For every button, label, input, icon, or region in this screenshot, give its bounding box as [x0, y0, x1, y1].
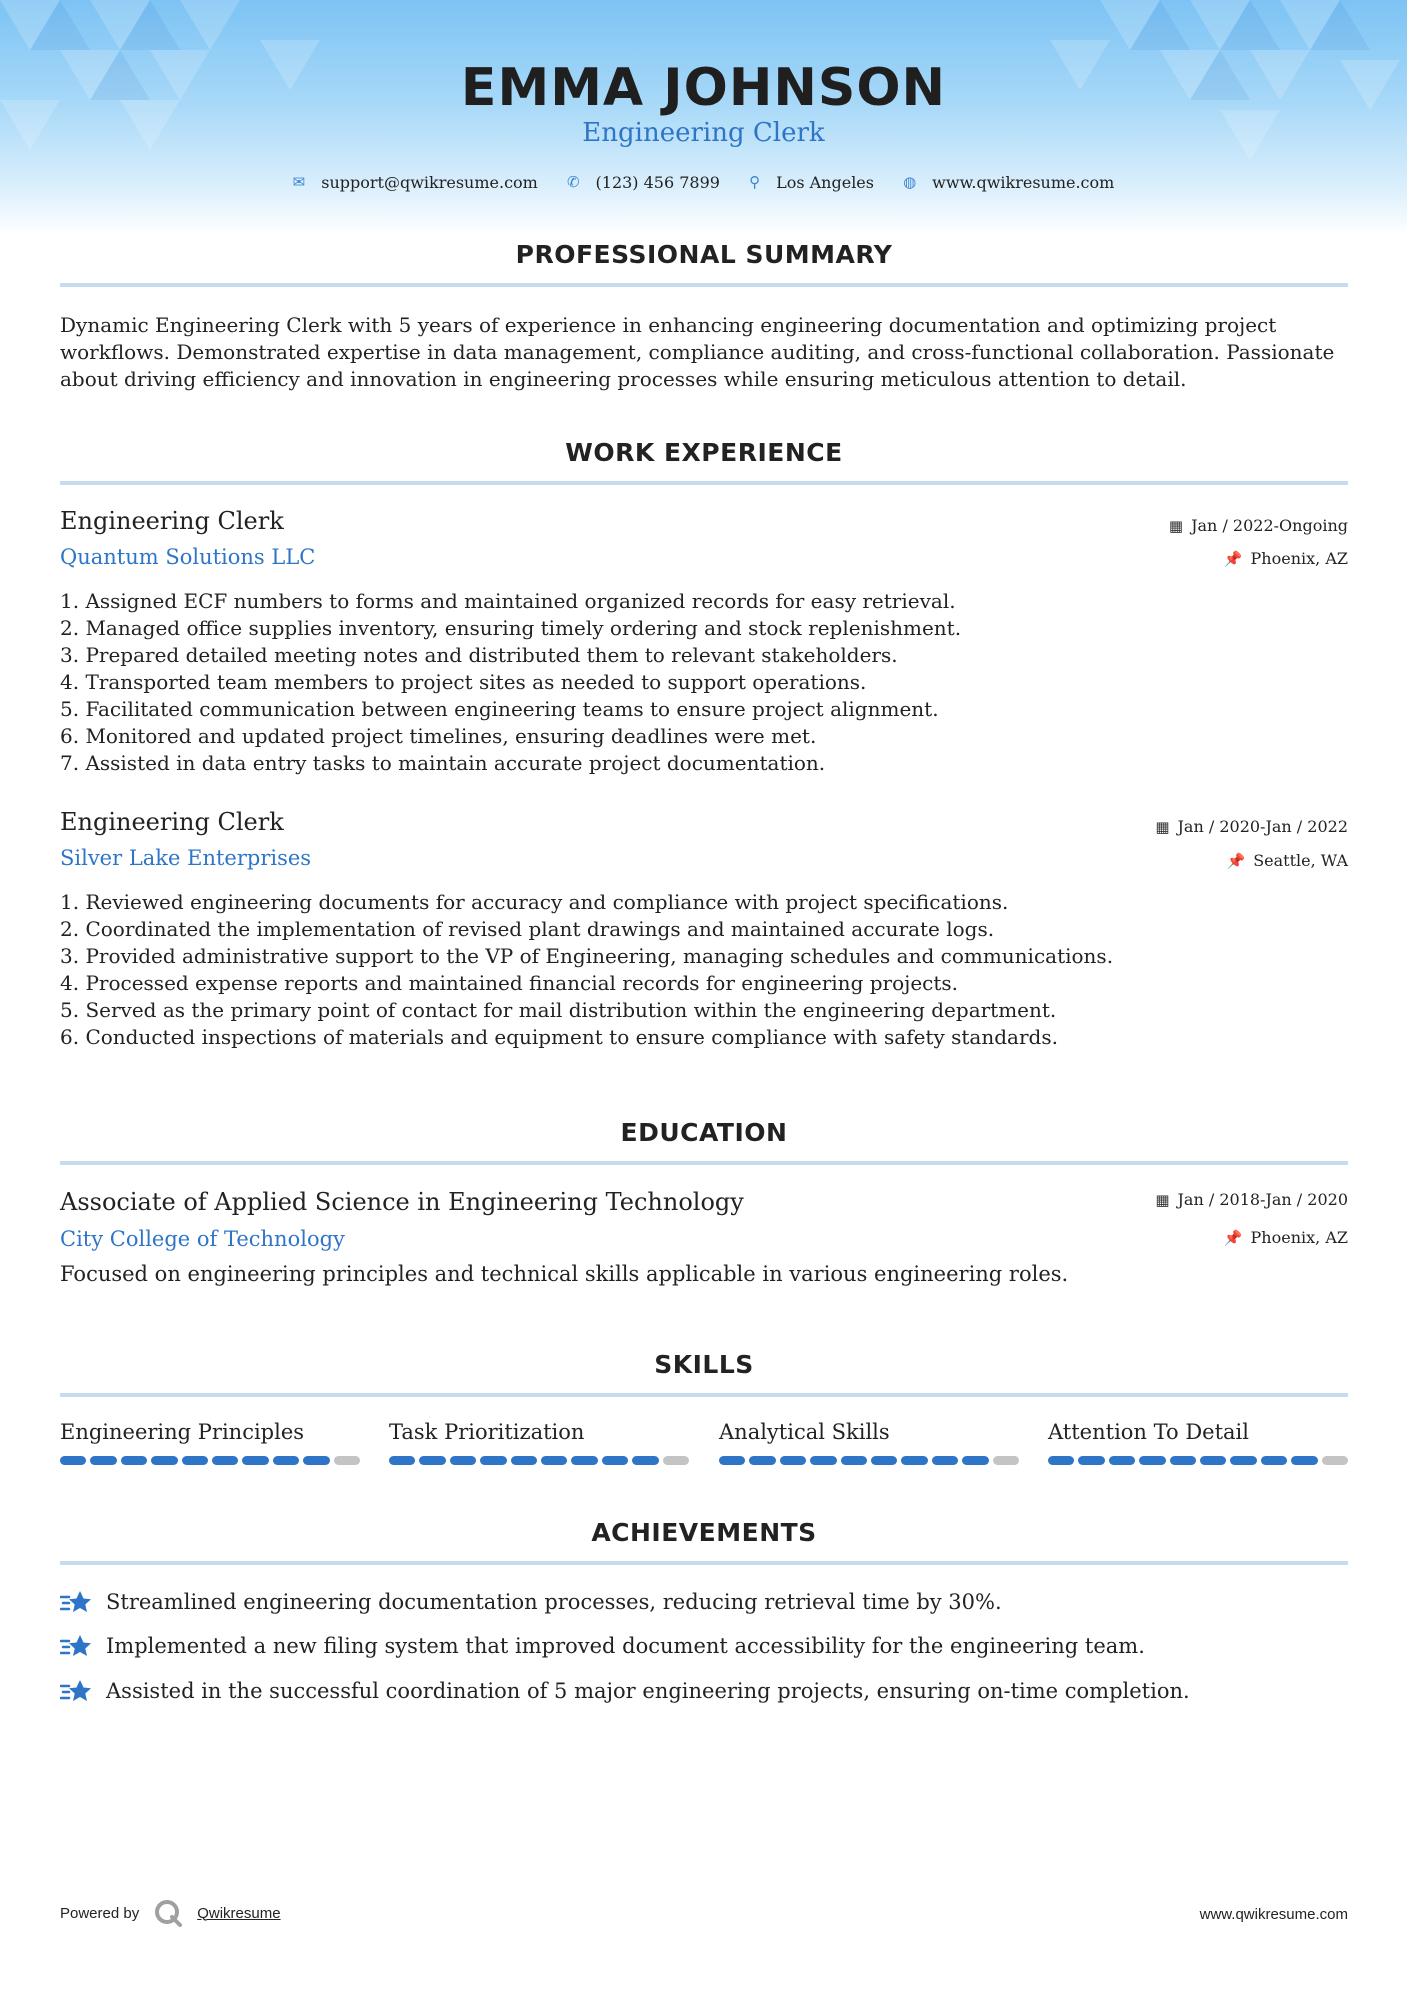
skill-name: Task Prioritization: [389, 1420, 585, 1444]
skill-level-bar: [60, 1456, 360, 1465]
star-award-icon: [60, 1633, 92, 1659]
job-bullets: [60, 889, 1350, 1051]
job-location-text: Seattle, WA: [1253, 851, 1348, 870]
footer-powered-by: [60, 1898, 281, 1928]
achievement-item: [60, 1589, 1002, 1615]
phone-icon: ✆: [566, 173, 580, 191]
company-name: Quantum Solutions LLC: [60, 545, 316, 569]
achievement-item: [60, 1633, 1145, 1659]
skill-level-bar: [389, 1456, 689, 1465]
calendar-icon: ▦: [1155, 1191, 1170, 1209]
candidate-title: Engineering Clerk: [582, 118, 825, 148]
skill-segment-filled: [719, 1456, 745, 1465]
education-description: Focused on engineering principles and technical skills applicable in various engineering roles.: [60, 1262, 1069, 1286]
skill-item: [719, 1420, 1019, 1465]
phone-text: (123) 456 7899: [595, 172, 720, 192]
education-location: [1224, 1228, 1348, 1247]
list-item: 6. Monitored and updated project timelines, ensuring deadlines were met.: [60, 724, 817, 748]
section-divider: [60, 481, 1348, 485]
list-item: 3. Provided administrative support to the VP of Engineering, managing schedules and communications.: [60, 944, 1114, 968]
skill-segment-filled: [1200, 1456, 1226, 1465]
job-location: [1224, 549, 1348, 568]
skill-segment-filled: [121, 1456, 147, 1465]
contact-location: [749, 173, 874, 192]
skill-segment-filled: [1078, 1456, 1104, 1465]
pushpin-icon: 📌: [1223, 1229, 1243, 1247]
skill-segment-filled: [480, 1456, 506, 1465]
skill-segment-filled: [1291, 1456, 1317, 1465]
skill-segment-filled: [303, 1456, 329, 1465]
star-award-icon: [60, 1678, 92, 1704]
education-heading: EDUCATION: [620, 1118, 788, 1147]
list-item: 2. Coordinated the implementation of revised plant drawings and maintained accurate logs.: [60, 917, 995, 941]
resume-header: [0, 0, 1407, 235]
map-pin-icon: ⚲: [749, 173, 761, 191]
skill-segment-filled: [871, 1456, 897, 1465]
skill-segment-filled: [780, 1456, 806, 1465]
skill-segment-filled: [511, 1456, 537, 1465]
skill-segment-filled: [60, 1456, 86, 1465]
skill-segment-filled: [602, 1456, 628, 1465]
skill-segment-filled: [1261, 1456, 1287, 1465]
skill-segment-filled: [810, 1456, 836, 1465]
skill-segment-filled: [450, 1456, 476, 1465]
summary-text: Dynamic Engineering Clerk with 5 years of experience in enhancing engineering documentation and optimizing project workflows. Demonstrated expertise in data management, compliance auditing, and cross-functional collaboration. Passionate about driving efficiency and innovation in engineering processes while ensuring meticulous attention to detail.: [60, 313, 1335, 391]
job-dates-text: Jan / 2022-Ongoing: [1191, 516, 1348, 535]
list-item: 1. Reviewed engineering documents for accuracy and compliance with project specifications.: [60, 890, 1009, 914]
section-divider: [60, 1161, 1348, 1165]
skill-segment-filled: [841, 1456, 867, 1465]
skill-segment-filled: [571, 1456, 597, 1465]
education-dates-text: Jan / 2018-Jan / 2020: [1177, 1190, 1348, 1209]
website-text: www.qwikresume.com: [932, 172, 1115, 192]
skill-segment-empty: [334, 1456, 360, 1465]
globe-icon: ◍: [903, 173, 917, 191]
job-title: Engineering Clerk: [60, 808, 284, 836]
skill-name: Analytical Skills: [719, 1420, 890, 1444]
candidate-name: EMMA JOHNSON: [460, 58, 947, 118]
skill-segment-filled: [962, 1456, 988, 1465]
skill-segment-filled: [932, 1456, 958, 1465]
skill-segment-empty: [993, 1456, 1019, 1465]
skill-segment-filled: [182, 1456, 208, 1465]
list-item: 6. Conducted inspections of materials and equipment to ensure compliance with safety standards.: [60, 1025, 1058, 1049]
job-location: [1227, 851, 1348, 870]
job-dates-text: Jan / 2020-Jan / 2022: [1177, 817, 1348, 836]
job-title: Engineering Clerk: [60, 507, 284, 535]
skill-segment-filled: [541, 1456, 567, 1465]
contact-phone[interactable]: [567, 173, 720, 192]
summary-heading: PROFESSIONAL SUMMARY: [515, 240, 893, 269]
contact-bar: [0, 172, 1407, 192]
skill-name: Engineering Principles: [60, 1420, 305, 1444]
section-divider: [60, 1561, 1348, 1565]
section-divider: [60, 1393, 1348, 1397]
qwikresume-logo-icon: [153, 1898, 183, 1928]
calendar-icon: ▦: [1155, 818, 1170, 836]
skill-segment-filled: [1139, 1456, 1165, 1465]
skill-segment-empty: [1322, 1456, 1348, 1465]
skill-level-bar: [719, 1456, 1019, 1465]
skill-name: Attention To Detail: [1048, 1420, 1249, 1444]
email-text: support@qwikresume.com: [321, 172, 538, 192]
experience-heading: WORK EXPERIENCE: [565, 438, 843, 467]
company-name: Silver Lake Enterprises: [60, 846, 312, 870]
education-dates: [1155, 1190, 1348, 1209]
skills-heading: SKILLS: [654, 1350, 754, 1379]
skill-segment-filled: [901, 1456, 927, 1465]
powered-by-label: Powered by: [60, 1904, 140, 1922]
degree-title: Associate of Applied Science in Engineering Technology: [60, 1188, 744, 1216]
skill-segment-filled: [212, 1456, 238, 1465]
calendar-icon: ▦: [1168, 517, 1184, 535]
job-dates: [1169, 516, 1348, 535]
skill-item: [60, 1420, 360, 1465]
skill-segment-filled: [419, 1456, 445, 1465]
skill-segment-filled: [632, 1456, 658, 1465]
skill-segment-filled: [1048, 1456, 1074, 1465]
skill-segment-filled: [1170, 1456, 1196, 1465]
list-item: 5. Facilitated communication between engineering teams to ensure project alignment.: [60, 697, 939, 721]
job-bullets: [60, 588, 1350, 777]
skill-segment-filled: [1109, 1456, 1135, 1465]
achievement-text: Implemented a new filing system that improved document accessibility for the engineering team.: [106, 1634, 1145, 1658]
skill-segment-filled: [90, 1456, 116, 1465]
star-award-icon: [60, 1589, 92, 1615]
job-location-text: Phoenix, AZ: [1250, 549, 1348, 568]
skill-level-bar: [1048, 1456, 1348, 1465]
list-item: 4. Processed expense reports and maintained financial records for engineering projects.: [60, 971, 959, 995]
list-item: 2. Managed office supplies inventory, ensuring timely ordering and stock replenishment.: [60, 616, 962, 640]
skill-item: [1048, 1420, 1348, 1465]
achievement-item: [60, 1678, 1190, 1704]
pushpin-icon: 📌: [1226, 852, 1246, 870]
skill-item: [389, 1420, 689, 1465]
skill-segment-filled: [1230, 1456, 1256, 1465]
achievement-text: Streamlined engineering documentation processes, reducing retrieval time by 30%.: [106, 1590, 1002, 1614]
skill-segment-filled: [749, 1456, 775, 1465]
skill-segment-empty: [663, 1456, 689, 1465]
job-dates: [1155, 817, 1348, 836]
contact-website[interactable]: [903, 173, 1114, 192]
list-item: 5. Served as the primary point of contact for mail distribution within the engineering department.: [60, 998, 1057, 1022]
list-item: 7. Assisted in data entry tasks to maintain accurate project documentation.: [60, 751, 826, 775]
list-item: 1. Assigned ECF numbers to forms and maintained organized records for easy retrieval.: [60, 589, 956, 613]
section-divider: [60, 283, 1348, 287]
school-name: City College of Technology: [60, 1227, 345, 1251]
qwikresume-link[interactable]: Qwikresume: [197, 1904, 281, 1922]
skill-segment-filled: [389, 1456, 415, 1465]
achievements-heading: ACHIEVEMENTS: [591, 1518, 817, 1547]
skill-segment-filled: [273, 1456, 299, 1465]
skill-segment-filled: [151, 1456, 177, 1465]
envelope-icon: ✉: [292, 173, 306, 191]
pushpin-icon: 📌: [1223, 550, 1243, 568]
footer-website[interactable]: www.qwikresume.com: [1199, 1906, 1348, 1923]
location-text: Los Angeles: [776, 172, 874, 192]
skill-segment-filled: [242, 1456, 268, 1465]
list-item: 4. Transported team members to project sites as needed to support operations.: [60, 670, 867, 694]
contact-email[interactable]: [293, 173, 538, 192]
education-location-text: Phoenix, AZ: [1250, 1228, 1348, 1247]
list-item: 3. Prepared detailed meeting notes and distributed them to relevant stakeholders.: [60, 643, 898, 667]
achievement-text: Assisted in the successful coordination of 5 major engineering projects, ensuring on-time completion.: [106, 1679, 1190, 1703]
